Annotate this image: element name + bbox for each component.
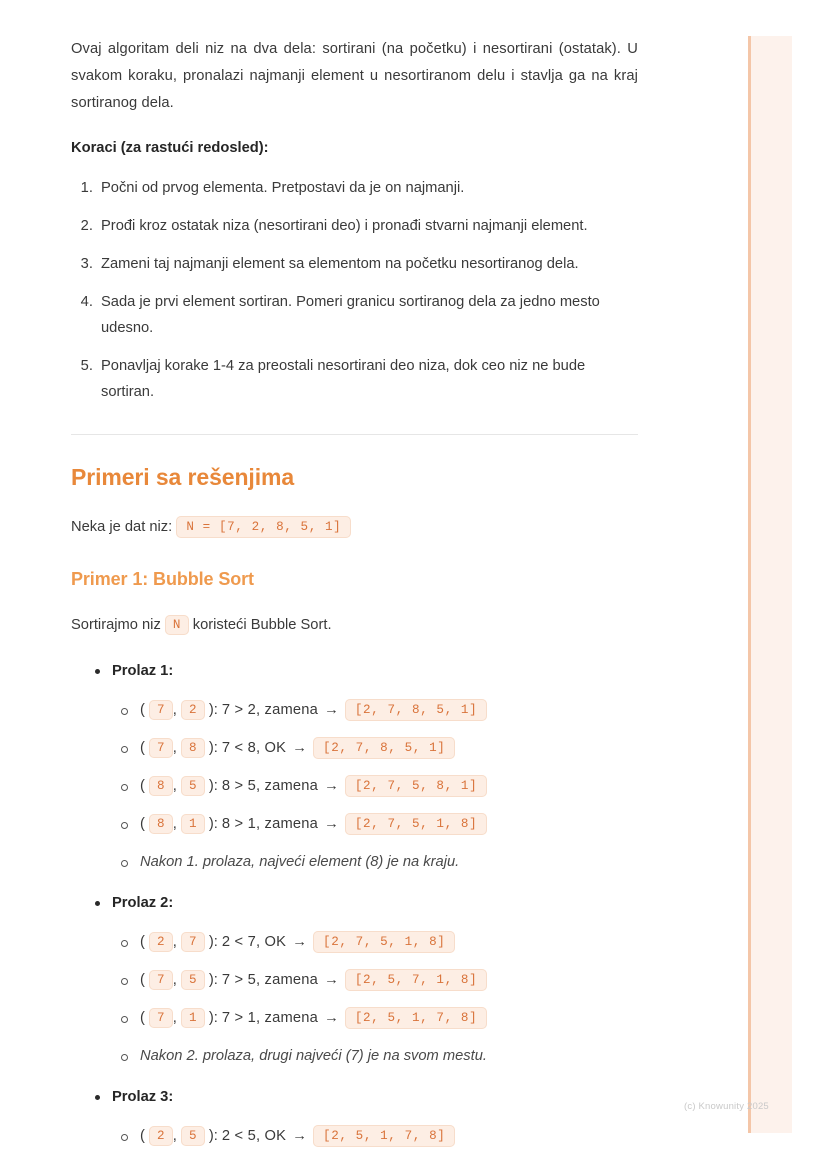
paren-open: ( xyxy=(140,816,145,832)
document-content xyxy=(71,36,638,1149)
operand-a-chip: 8 xyxy=(149,814,173,834)
operand-b-chip: 8 xyxy=(181,738,205,758)
comparison-row xyxy=(119,697,638,723)
comparison-list xyxy=(93,697,638,875)
passes-list xyxy=(71,659,638,1149)
arrow-icon: → xyxy=(292,1128,307,1144)
result-array-chip: [2, 7, 5, 8, 1] xyxy=(345,775,487,797)
comparison-row xyxy=(119,1123,638,1149)
paren-close: ): xyxy=(208,702,218,718)
comparison-row xyxy=(119,1005,638,1031)
algorithm-steps-list xyxy=(71,175,638,405)
array-name-chip: N xyxy=(165,615,189,635)
operand-a-chip: 7 xyxy=(149,700,173,720)
paren-open: ( xyxy=(140,740,145,756)
arrow-icon: → xyxy=(324,972,339,988)
operand-separator: , xyxy=(172,972,177,988)
result-array-chip: [2, 5, 1, 7, 8] xyxy=(313,1125,455,1147)
example-subtitle: Primer 1: Bubble Sort xyxy=(71,569,254,589)
operand-a-chip: 2 xyxy=(149,932,173,952)
array-intro-row xyxy=(71,513,638,541)
array-intro-label: Neka je dat niz: xyxy=(71,519,173,535)
operand-separator: , xyxy=(172,816,177,832)
result-array-chip: [2, 5, 7, 1, 8] xyxy=(345,969,487,991)
sort-intro-row xyxy=(71,611,638,639)
intro-paragraph: Ovaj algoritam deli niz na dva dela: sortirani (na početku) i nesortirani (ostatak). U svakom koraku, pronalazi najmanji element u nesortiranom delu i stavlja ga na kraj sortiranog dela. xyxy=(71,41,638,111)
arrow-icon: → xyxy=(292,934,307,950)
paren-open: ( xyxy=(140,934,145,950)
operand-separator: , xyxy=(172,1128,177,1144)
footer-credit: (c) Knowunity 2025 xyxy=(684,1101,769,1112)
operand-b-chip: 1 xyxy=(181,814,205,834)
arrow-icon: → xyxy=(324,702,339,718)
paren-close: ): xyxy=(208,934,218,950)
pass-block xyxy=(93,659,638,875)
result-array-chip: [2, 7, 8, 5, 1] xyxy=(313,737,455,759)
comparison-text: 2 < 7, OK xyxy=(221,934,287,950)
comparison-text: 8 > 1, zamena xyxy=(221,816,318,832)
paren-open: ( xyxy=(140,1128,145,1144)
operand-a-chip: 7 xyxy=(149,738,173,758)
operand-b-chip: 5 xyxy=(181,1126,205,1146)
comparison-row xyxy=(119,773,638,799)
result-array-chip: [2, 7, 5, 1, 8] xyxy=(345,813,487,835)
arrow-icon: → xyxy=(324,816,339,832)
pass-block xyxy=(93,891,638,1069)
result-array-chip: [2, 7, 5, 1, 8] xyxy=(313,931,455,953)
comparison-row xyxy=(119,811,638,837)
list-item: 1. Počni od prvog elementa. Pretpostavi da je on najmanji. xyxy=(97,175,638,201)
pass-block xyxy=(93,1085,638,1149)
paren-close: ): xyxy=(208,778,218,794)
operand-b-chip: 5 xyxy=(181,970,205,990)
comparison-text: 7 > 1, zamena xyxy=(221,1010,318,1026)
paren-close: ): xyxy=(208,1010,218,1026)
section-divider xyxy=(71,434,638,435)
list-item: 3. Zameni taj najmanji element sa elementom na početku nesortiranog dela. xyxy=(97,251,638,277)
paren-close: ): xyxy=(208,1128,218,1144)
pass-label: Prolaz 2: xyxy=(93,891,638,915)
arrow-icon: → xyxy=(324,778,339,794)
operand-separator: , xyxy=(172,934,177,950)
paren-close: ): xyxy=(208,972,218,988)
page-title: Primeri sa rešenjima xyxy=(71,464,295,490)
arrow-icon: → xyxy=(292,740,307,756)
paren-open: ( xyxy=(140,972,145,988)
steps-heading: Koraci (za rastući redosled): xyxy=(71,140,269,156)
comparison-row xyxy=(119,967,638,993)
comparison-text: 2 < 5, OK xyxy=(221,1128,287,1144)
pass-note: Nakon 2. prolaza, drugi najveći (7) je na svom mestu. xyxy=(119,1043,638,1069)
pass-note: Nakon 1. prolaza, najveći element (8) je na kraju. xyxy=(119,849,638,875)
operand-separator: , xyxy=(172,778,177,794)
comparison-row xyxy=(119,929,638,955)
operand-separator: , xyxy=(172,702,177,718)
arrow-icon: → xyxy=(324,1010,339,1026)
comparison-text: 7 > 2, zamena xyxy=(221,702,318,718)
operand-separator: , xyxy=(172,740,177,756)
comparison-list xyxy=(93,1123,638,1149)
comparison-text: 7 > 5, zamena xyxy=(221,972,318,988)
result-array-chip: [2, 5, 1, 7, 8] xyxy=(345,1007,487,1029)
operand-a-chip: 2 xyxy=(149,1126,173,1146)
operand-b-chip: 5 xyxy=(181,776,205,796)
list-item: 4. Sada je prvi element sortiran. Pomeri granicu sortiranog dela za jedno mesto udesno. xyxy=(97,289,638,341)
sort-intro-prefix: Sortirajmo niz xyxy=(71,617,161,633)
pass-label: Prolaz 1: xyxy=(93,659,638,683)
operand-b-chip: 1 xyxy=(181,1008,205,1028)
operand-b-chip: 2 xyxy=(181,700,205,720)
paren-open: ( xyxy=(140,1010,145,1026)
comparison-text: 8 > 5, zamena xyxy=(221,778,318,794)
right-side-decorative-panel xyxy=(748,36,792,1133)
paren-close: ): xyxy=(208,816,218,832)
list-item: 2. Prođi kroz ostatak niza (nesortirani deo) i pronađi stvarni najmanji element. xyxy=(97,213,638,239)
array-code-chip: N = [7, 2, 8, 5, 1] xyxy=(176,516,351,538)
list-item: 5. Ponavljaj korake 1-4 za preostali nesortirani deo niza, dok ceo niz ne bude sortiran. xyxy=(97,353,638,405)
comparison-list xyxy=(93,929,638,1069)
comparison-row xyxy=(119,735,638,761)
paren-close: ): xyxy=(208,740,218,756)
pass-label: Prolaz 3: xyxy=(93,1085,638,1109)
operand-a-chip: 7 xyxy=(149,1008,173,1028)
result-array-chip: [2, 7, 8, 5, 1] xyxy=(345,699,487,721)
operand-a-chip: 7 xyxy=(149,970,173,990)
comparison-text: 7 < 8, OK xyxy=(221,740,287,756)
operand-separator: , xyxy=(172,1010,177,1026)
paren-open: ( xyxy=(140,702,145,718)
operand-a-chip: 8 xyxy=(149,776,173,796)
paren-open: ( xyxy=(140,778,145,794)
sort-intro-suffix: koristeći Bubble Sort. xyxy=(192,617,332,633)
operand-b-chip: 7 xyxy=(181,932,205,952)
